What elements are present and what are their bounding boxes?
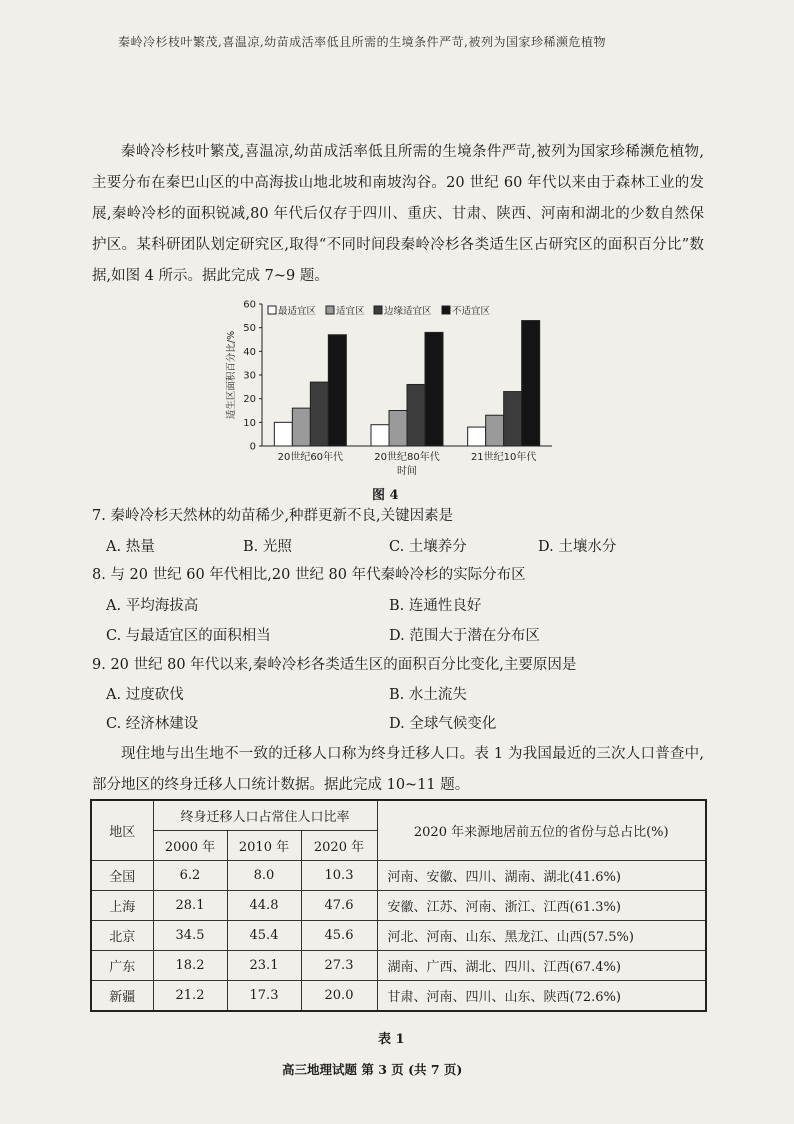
header-region: 地区	[91, 800, 153, 861]
question-9-option-d[interactable]: D. 全球气候变化	[389, 716, 497, 732]
cell-2010: 23.1	[227, 951, 301, 981]
cell-2020: 27.3	[301, 951, 377, 981]
question-7-option-d[interactable]: D. 土壤水分	[538, 539, 617, 555]
cell-2020: 45.6	[301, 921, 377, 951]
table-row	[91, 921, 706, 951]
bar-1	[468, 427, 486, 446]
y-tick-label: 10	[243, 417, 256, 429]
cell-2010: 17.3	[227, 981, 301, 1012]
y-tick-label: 20	[243, 394, 256, 406]
x-axis-label: 时间	[397, 466, 417, 476]
question-9-option-c[interactable]: C. 经济林建设	[106, 716, 199, 732]
y-tick-label: 50	[243, 323, 256, 335]
cell-region: 北京	[91, 921, 153, 951]
question-9-option-a[interactable]: A. 过度砍伐	[106, 687, 184, 703]
header-year-2000: 2000 年	[153, 831, 227, 861]
y-tick-label: 40	[243, 346, 256, 358]
question-8-option-a[interactable]: A. 平均海拔高	[106, 598, 199, 614]
bar-1	[371, 425, 389, 446]
x-tick-label: 20世纪80年代	[374, 452, 440, 463]
cell-2010: 45.4	[227, 921, 301, 951]
table-caption: 表 1	[378, 1032, 405, 1047]
header-source: 2020 年来源地居前五位的省份与总占比(%)	[377, 800, 706, 861]
y-tick-label: 30	[243, 370, 256, 382]
cell-region: 广东	[91, 951, 153, 981]
y-tick-label: 0	[249, 441, 256, 453]
table-row	[91, 981, 706, 1012]
question-9: 9. 20 世纪 80 年代以来,秦岭冷杉各类适生区的面积百分比变化,主要原因是	[92, 657, 577, 673]
cell-source: 河北、河南、山东、黑龙江、山西(57.5%)	[377, 921, 706, 951]
legend-swatch	[374, 306, 382, 314]
bar-4	[328, 335, 346, 446]
cell-2000: 28.1	[153, 891, 227, 921]
migration-paragraph: 现住地与出生地不一致的迁移人口称为终身迁移人口。表 1 为我国最近的三次人口普查中,部分地区的终身迁移人口统计数据。据此完成 10~11 题。	[92, 746, 704, 793]
cell-2000: 18.2	[153, 951, 227, 981]
cell-2000: 21.2	[153, 981, 227, 1012]
cell-2010: 44.8	[227, 891, 301, 921]
table-header-row	[91, 800, 706, 831]
legend-label: 边缘适宜区	[384, 306, 432, 317]
legend-label: 最适宜区	[278, 306, 317, 317]
question-8-option-b[interactable]: B. 连通性良好	[389, 598, 482, 614]
y-axis-label: 适生区面积百分比/%	[226, 330, 237, 420]
y-tick-label: 60	[243, 299, 256, 311]
x-tick-label: 21世纪10年代	[470, 452, 537, 463]
cell-region: 新疆	[91, 981, 153, 1012]
legend-label: 适宜区	[336, 306, 365, 317]
cell-source: 安徽、江苏、河南、浙江、江西(61.3%)	[377, 891, 706, 921]
question-7-option-a[interactable]: A. 热量	[106, 539, 155, 555]
bar-2	[389, 411, 407, 447]
cell-source: 甘肃、河南、四川、山东、陕西(72.6%)	[377, 981, 706, 1012]
top-header-text: 秦岭冷杉枝叶繁茂,喜温凉,幼苗成活率低且所需的生境条件严苛,被列为国家珍稀濒危植物	[118, 35, 606, 49]
cell-source: 河南、安徽、四川、湖南、湖北(41.6%)	[377, 861, 706, 891]
bar-3	[504, 392, 522, 446]
table-row	[91, 861, 706, 891]
cell-2020: 10.3	[301, 861, 377, 891]
figure-label: 图 4	[372, 488, 399, 503]
cell-2020: 47.6	[301, 891, 377, 921]
bar-4	[522, 321, 540, 446]
x-tick-label: 20世纪60年代	[277, 452, 344, 463]
legend-swatch	[442, 306, 450, 314]
header-year-2010: 2010 年	[227, 831, 301, 861]
question-7-option-c[interactable]: C. 土壤养分	[389, 539, 467, 555]
figure-4-chart	[222, 296, 562, 476]
page-footer: 高三地理试题 第 3 页 (共 7 页)	[282, 1062, 463, 1077]
bar-2	[486, 415, 504, 446]
cell-2000: 34.5	[153, 921, 227, 951]
cell-2010: 8.0	[227, 861, 301, 891]
question-8-option-d[interactable]: D. 范围大于潜在分布区	[389, 628, 540, 644]
legend-swatch	[326, 306, 334, 314]
question-8-option-c[interactable]: C. 与最适宜区的面积相当	[106, 628, 271, 644]
table-row	[91, 891, 706, 921]
bar-3	[407, 384, 425, 446]
header-year-2020: 2020 年	[301, 831, 377, 861]
bar-1	[274, 422, 292, 446]
table-row	[91, 951, 706, 981]
bar-4	[425, 332, 443, 446]
question-7-option-b[interactable]: B. 光照	[243, 539, 292, 555]
question-8: 8. 与 20 世纪 60 年代相比,20 世纪 80 年代秦岭冷杉的实际分布区	[92, 567, 526, 583]
legend-label: 不适宜区	[452, 306, 491, 317]
cell-2020: 20.0	[301, 981, 377, 1012]
migration-table	[90, 799, 707, 1012]
cell-source: 湖南、广西、湖北、四川、江西(67.4%)	[377, 951, 706, 981]
header-ratio-group: 终身迁移人口占常住人口比率	[153, 800, 377, 831]
question-9-option-b[interactable]: B. 水土流失	[389, 687, 467, 703]
question-7: 7. 秦岭冷杉天然林的幼苗稀少,种群更新不良,关键因素是	[92, 508, 454, 524]
bar-2	[292, 408, 310, 446]
intro-paragraph: 秦岭冷杉枝叶繁茂,喜温凉,幼苗成活率低且所需的生境条件严苛,被列为国家珍稀濒危植物,主要分布在秦巴山区的中高海拔山地北坡和南坡沟谷。20 世纪 60 年代以来由于森林工业的发展,秦岭冷杉的面积锐减,80 年代后仅存于四川、重庆、甘肃、陕西、河南和湖北的少数自然保护区。某科研团队划定研究区,取得“不同时间段秦岭冷杉各类适生区占研究区的面积百分比”数据,如图 4 所示。据此完成 7~9 题。	[92, 144, 704, 284]
cell-region: 全国	[91, 861, 153, 891]
cell-2000: 6.2	[153, 861, 227, 891]
legend-swatch	[268, 306, 276, 314]
bar-chart-svg	[222, 296, 562, 476]
cell-region: 上海	[91, 891, 153, 921]
bar-3	[310, 382, 328, 446]
